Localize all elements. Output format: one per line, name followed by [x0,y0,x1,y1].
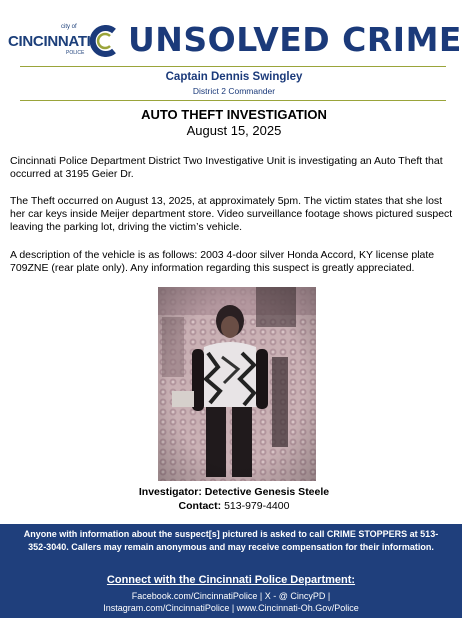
cincinnati-police-logo [8,22,120,60]
social-line-1: Facebook.com/CincinnatiPolice | X - @ CincyPD | [131,591,331,601]
logo-city-name: CINCINNATI [8,33,91,50]
investigator-contact [0,500,468,512]
social-links [0,590,462,614]
logo-city-of: city of [61,24,77,30]
investigation-date: August 15, 2025 [186,123,282,138]
commander-divider [20,100,446,101]
contact-phone: 513-979-4400 [224,500,290,512]
investigator-name: Investigator: Detective Genesis Steele [138,486,330,498]
social-line-2: Instagram.com/CincinnatiPolice | www.Cincinnati-Oh.Gov/Police [103,603,359,613]
header-divider [20,66,446,67]
contact-label: Contact: [178,500,222,512]
crime-stoppers-notice: Anyone with information about the suspect[s] pictured is asked to call CRIME STOPPERS at 513-352-3040. Callers may remain anonymous and may receive compensation for their information. [23,529,439,552]
body-paragraph-2: The Theft occurred on August 13, 2025, at approximately 5pm. The victim states that she lost her car keys inside Meijer department store. Video surveillance footage shows pictured suspect leaving the parking lot, driving the victim’s vehicle. [10,195,453,233]
commander-role: District 2 Commander [192,86,276,96]
body-paragraph-3: A description of the vehicle is as follows: 2003 4-door silver Honda Accord, KY license plate 709ZNE (rear plate only). Any information regarding this suspect is greatly appreciated. [10,249,435,274]
page-header [8,18,460,64]
crime-stoppers-footer [0,524,462,618]
suspect-surveillance-photo [158,287,316,481]
suspect-photo-image [158,287,316,481]
commander-name: Captain Dennis Swingley [165,71,303,83]
logo-c-icon [88,25,118,57]
page-title: UNSOLVED CRIME [128,20,462,59]
body-paragraph-1: Cincinnati Police Department District Two Investigative Unit is investigating an Auto Theft that occurred at 3195 Geier Dr. [10,155,443,180]
logo-police: POLICE [66,50,85,56]
connect-heading: Connect with the Cincinnati Police Department: [106,574,356,586]
investigation-headline: AUTO THEFT INVESTIGATION [141,107,327,122]
